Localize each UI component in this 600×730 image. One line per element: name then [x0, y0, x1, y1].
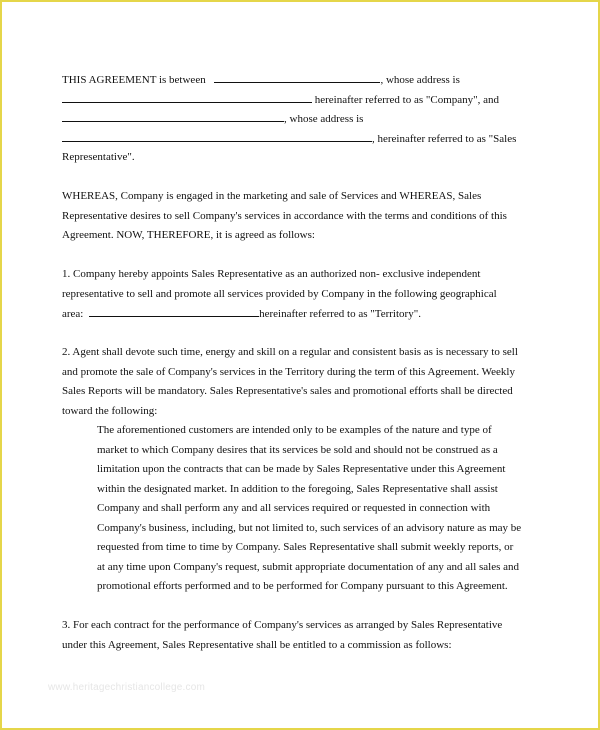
header-line-3: [62, 109, 363, 130]
clause1-text: area:: [62, 308, 84, 320]
header-line-1: [62, 70, 460, 91]
header-line-5: Representative".: [62, 151, 135, 163]
header-text: THIS AGREEMENT is between: [62, 74, 206, 86]
clause2-sub-line: at any time upon Company's request, submit appropriate documentation of any and all sales and: [97, 561, 520, 573]
header-text: hereinafter referred to as "Company", and: [314, 94, 500, 106]
header-line-4: [62, 129, 516, 150]
clause3-line-1: 3. For each contract for the performance of Company's services as arranged by Sales Representative: [62, 619, 503, 631]
clause2-sub-line: within the designated market. In addition to the foregoing, Sales Representative shall assist: [97, 483, 498, 495]
whereas-line-2: Representative desires to sell Company's services in accordance with the terms and conditions of this: [62, 210, 507, 222]
whereas-line-3: Agreement. NOW, THEREFORE, it is agreed as follows:: [62, 229, 315, 241]
clause3-line-2: under this Agreement, Sales Representative shall be entitled to a commission as follows:: [62, 639, 452, 651]
clause2-line-4: toward the following:: [62, 405, 158, 417]
clause2-sub-line: Company's business, including, but not limited to, such services of an advisory nature as may be: [97, 522, 522, 534]
address-blank[interactable]: [62, 90, 312, 103]
whereas-line-1: WHEREAS, Company is engaged in the marketing and sale of Services and WHEREAS, Sales: [62, 190, 482, 202]
clause2-sub-line: requested from time to time by Company. Sales Representative shall submit weekly reports, or: [97, 541, 514, 553]
territory-blank[interactable]: [89, 304, 259, 317]
header-text: , whose address is: [284, 113, 364, 125]
clause2-sub-line: promotional efforts performed and to be performed for Company pursuant to this Agreement.: [97, 580, 508, 592]
sales-rep-name-blank[interactable]: [62, 109, 284, 122]
clause1-line-2: representative to sell and promote all services provided by Company in the following geographical: [62, 288, 497, 300]
clause2-line-3: Sales Reports will be mandatory. Sales Representative's sales and promotional efforts shall be directed: [62, 385, 513, 397]
sales-rep-address-blank[interactable]: [62, 129, 372, 142]
party-name-blank[interactable]: [214, 70, 380, 83]
clause1-line-1: 1. Company hereby appoints Sales Representative as an authorized non- exclusive independent: [62, 268, 481, 280]
clause2-sub-line: market to which Company desires that its services be sold and should not be construed as a: [97, 444, 498, 456]
clause2-line-2: and promote the sale of Company's services in the Territory during the term of this Agreement. Weekly: [62, 366, 515, 378]
clause2-sub-line: Company and shall perform any and all services required or requested in connection with: [97, 502, 491, 514]
clause1-line-3: [62, 304, 421, 325]
clause2-line-1: 2. Agent shall devote such time, energy and skill on a regular and consistent basis as is necessary to sell: [62, 346, 518, 358]
clause2-sub-line: The aforementioned customers are intended only to be examples of the nature and type of: [97, 424, 492, 436]
clause2-sub-line: limitation upon the contracts that can be made by Sales Representative under this Agreement: [97, 463, 506, 475]
watermark-text: www.heritagechristiancollege.com: [48, 682, 206, 693]
header-line-2: [62, 90, 499, 111]
header-text: , hereinafter referred to as "Sales: [372, 133, 517, 145]
header-text: , whose address is: [380, 74, 460, 86]
clause1-text: hereinafter referred to as "Territory".: [259, 308, 421, 320]
